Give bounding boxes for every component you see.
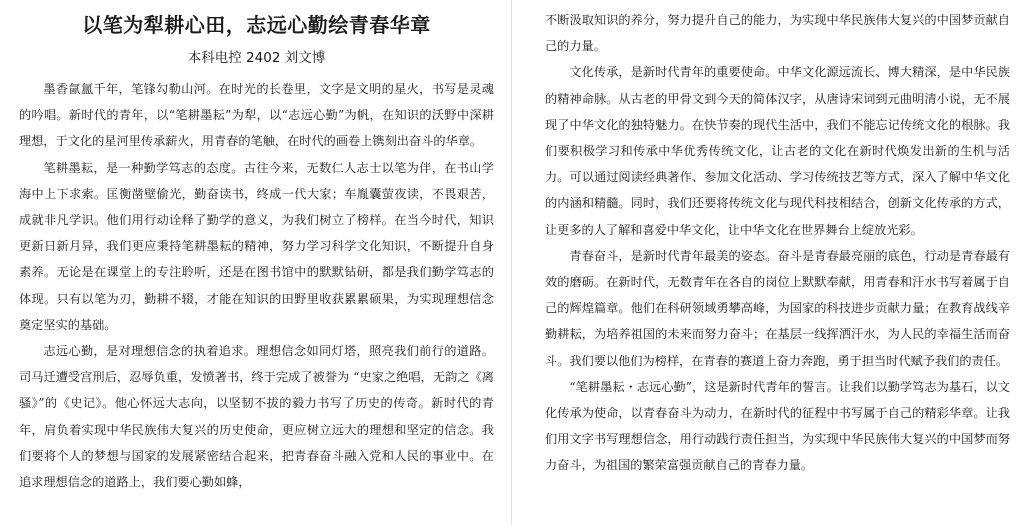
paragraph-continuation: 不断汲取知识的养分，努力提升自己的能力，为实现中华民族伟大复兴的中国梦贡献自己的力量。 <box>545 13 1010 54</box>
paragraph-intro: 墨香氤氲千年，笔锋勾勒山河。在时光的长卷里，文字是文明的星火，书写是灵魂的吟唱。新时代的青年，以“笔耕墨耘”为犁，以“志远心勤”为帆，在知识的沃野中深耕理想，于文化的星河里传承薪火，用青春的笔触，在时代的画卷上镌刻出奋斗的华章。 <box>19 82 494 149</box>
paragraph-diligent-study: 笔耕墨耘，是一种勤学笃志的态度。古往今来，无数仁人志士以笔为伴，在书山学海中上下求索。匡衡凿壁偷光，勤奋读书，终成一代大家；车胤囊萤夜读，不畏艰苦，成就非凡学识。他们用行动诠释了勤学的意义，为我们树立了榜样。在当今时代，知识更新日新月异，我们更应秉持笔耕墨耘的精神，努力学习科学文化知识，不断提升自身素养。无论是在课堂上的专注聆听，还是在图书馆中的默默钻研，都是我们勤学笃志的体现。只有以笔为刃，勤耕不辍，才能在知识的田野里收获累累硕果，为实现理想信念奠定坚实的基础。 <box>19 160 494 332</box>
page-divider <box>511 0 512 525</box>
author-byline: 本科电控 2402 刘文博 <box>187 50 326 66</box>
paragraph-ideals: 志远心勤，是对理想信念的执着追求。理想信念如同灯塔，照亮我们前行的道路。司马迁遭受宫刑后，忍辱负重，发愤著书，终于完成了被誉为 “史家之绝唱，无韵之《离骚》”的《史记》。他心怀远大志向，以坚韧不拔的毅力书写了历史的传奇。新时代的青年，肩负着实现中华民族伟大复兴的历史使命，更应树立远大的理想和坚定的信念。我们要将个人的梦想与国家的发展紧密结合起来，把青春奋斗融入党和人民的事业中。在追求理想信念的道路上，我们要心勤如蜂， <box>19 344 494 490</box>
paragraph-cultural-heritage: 文化传承，是新时代青年的重要使命。中华文化源远流长、博大精深，是中华民族的精神命脉。从古老的甲骨文到今天的简体汉字，从唐诗宋词到元曲明清小说，无不展现了中华文化的独特魅力。在快节奏的现代生活中，我们不能忘记传统文化的根脉。我们要积极学习和传承中华优秀传统文化，让古老的文化在新时代焕发出新的生机与活力。可以通过阅读经典著作、参加文化活动、学习传统技艺等方式，深入了解中华文化的内涵和精髓。同时，我们还要将传统文化与现代科技相结合，创新文化传承的方式，让更多的人了解和喜爱中华文化，让中华文化在世界舞台上绽放光彩。 <box>545 65 1010 237</box>
left-page <box>0 0 508 525</box>
paragraph-conclusion: “笔耕墨耘・志远心勤”，这是新时代青年的誓言。让我们以勤学笃志为基石，以文化传承为使命，以青春奋斗为动力，在新时代的征程中书写属于自己的精彩华章。让我们用文字书写理想信念，用行动践行责任担当，为实现中华民族伟大复兴的中国梦而努力奋斗，为祖国的繁荣富强贡献自己的青春力量。 <box>545 379 1010 473</box>
right-page <box>515 0 1024 525</box>
essay-title: 以笔为犁耕心田，志远心勤绘青春华章 <box>82 13 431 37</box>
paragraph-youth-striving: 青春奋斗，是新时代青年最美的姿态。奋斗是青春最亮丽的底色，行动是青春最有效的磨砺。在新时代，无数青年在各自的岗位上默默奉献，用青春和汗水书写着属于自己的辉煌篇章。他们在科研领域勇攀高峰，为国家的科技进步贡献力量；在教育战线辛勤耕耘，为培养祖国的未来而努力奋斗；在基层一线挥洒汗水，为人民的幸福生活而奋斗。我们要以他们为榜样，在青春的赛道上奋力奔跑，勇于担当时代赋予我们的责任。 <box>545 248 1010 368</box>
